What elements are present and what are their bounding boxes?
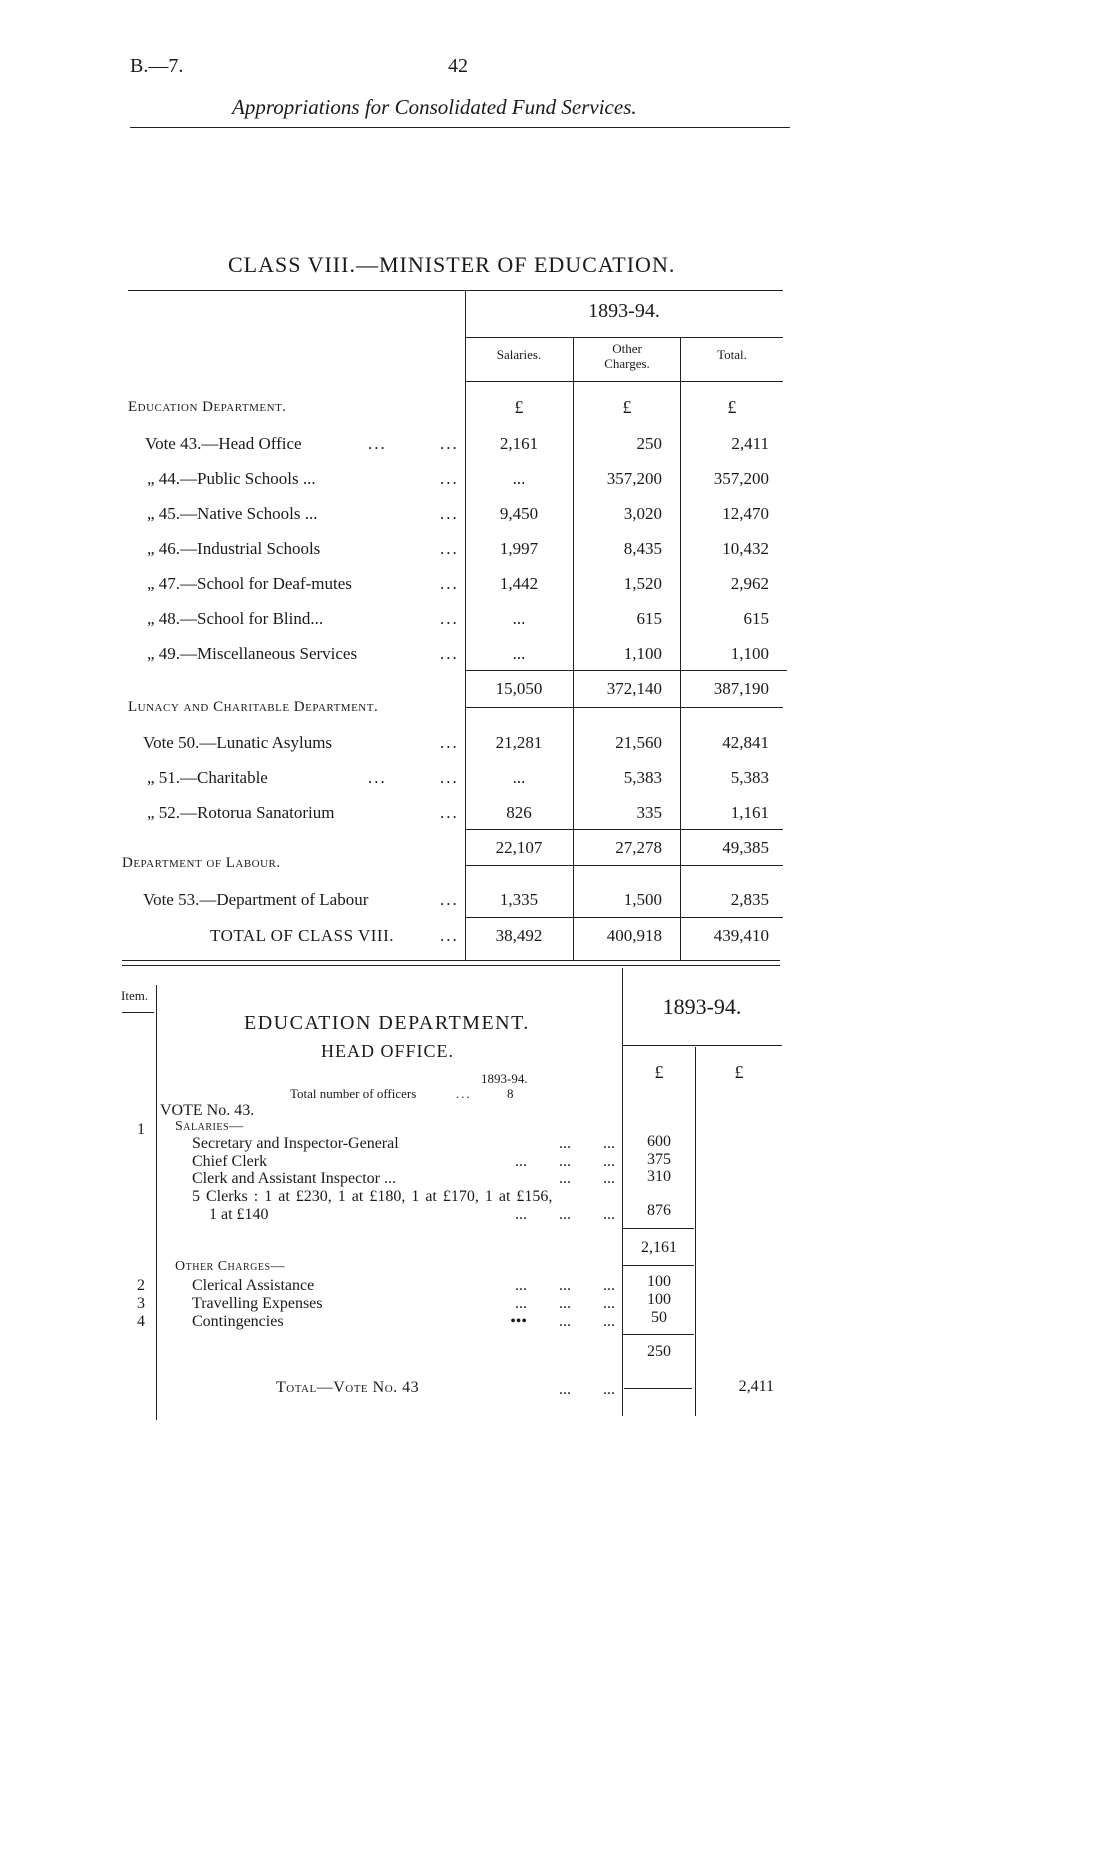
- row-leader: ...: [368, 768, 387, 787]
- row-leader: ...: [440, 539, 459, 558]
- grand-total-label: TOTAL OF CLASS VIII.: [210, 926, 395, 945]
- office-title: HEAD OFFICE.: [321, 1041, 455, 1061]
- row-leader: ...: [440, 803, 459, 822]
- row-label: „ 48.—School for Blind...: [147, 609, 324, 628]
- cell-salaries: ...: [512, 768, 526, 787]
- currency-items: £: [654, 1062, 664, 1082]
- cell-salaries: 1,442: [499, 574, 539, 593]
- salaries-subtotal-rule: [622, 1265, 694, 1266]
- cell-salaries: 9,450: [499, 504, 539, 523]
- vote-total-label: Total—Vote No. 43: [276, 1379, 420, 1396]
- currency-other: £: [622, 397, 632, 417]
- cell-other-charges: 615: [636, 609, 662, 628]
- charge-leaders: ••• ... ...: [510, 1313, 615, 1330]
- row-leader: ...: [440, 768, 459, 787]
- row-leader: ...: [440, 574, 459, 593]
- cell-other-charges: 5,383: [623, 768, 662, 787]
- summary-top-rule: [128, 290, 783, 291]
- row-leader: ...: [368, 434, 387, 453]
- department-title: EDUCATION DEPARTMENT.: [244, 1012, 530, 1034]
- column-header-other-charges: Other Charges.: [604, 341, 650, 371]
- cell-salaries: ...: [512, 644, 526, 663]
- subtotal-salaries: 15,050: [495, 679, 543, 698]
- cell-other-charges: 8,435: [623, 539, 662, 558]
- vote-number: VOTE No. 43.: [160, 1102, 255, 1119]
- subtotal-total: 49,385: [722, 838, 769, 857]
- salary-amount: 600: [647, 1133, 671, 1150]
- cell-total: 1,161: [730, 803, 769, 822]
- other-charges-subtotal: 250: [647, 1343, 671, 1360]
- vote-total-rule: [624, 1388, 692, 1389]
- subtotal-rule: [465, 670, 787, 671]
- year-header-rule: [465, 337, 783, 338]
- cell-total: 357,200: [713, 469, 769, 488]
- item-number: 3: [137, 1295, 145, 1312]
- cell-other-charges: 250: [636, 434, 662, 453]
- detail-year-rule: [622, 1045, 782, 1046]
- item-column-divider: [156, 985, 157, 1420]
- cell-salaries: 826: [506, 803, 532, 822]
- row-leader: ...: [440, 469, 459, 488]
- item-number: 4: [137, 1313, 145, 1330]
- cell-salaries: 21,281: [495, 733, 543, 752]
- cell-total: 2,411: [731, 434, 769, 453]
- charge-label: Clerical Assistance: [192, 1277, 315, 1294]
- subtotal-total: 387,190: [713, 679, 769, 698]
- cell-other-charges: 3,020: [623, 504, 662, 523]
- salary-label: Secretary and Inspector-General: [192, 1135, 399, 1152]
- section-heading-labour: Department of Labour.: [122, 855, 281, 871]
- row-label: „ 45.—Native Schools ...: [147, 504, 318, 523]
- item-column-header: Item.: [121, 988, 149, 1003]
- cell-salaries: ...: [512, 469, 526, 488]
- row-leader: ...: [440, 644, 459, 663]
- column-header-total: Total.: [717, 347, 747, 362]
- subtotal-rule: [465, 707, 783, 708]
- subtotal-other-charges: 27,278: [615, 838, 662, 857]
- clerks-description-continued: 1 at £140: [209, 1206, 269, 1223]
- salary-label: Clerk and Assistant Inspector ...: [192, 1170, 396, 1187]
- charge-amount: 50: [651, 1309, 667, 1326]
- cell-total: 10,432: [722, 539, 769, 558]
- subtotal-rule: [465, 865, 783, 866]
- row-label: „ 47.—School for Deaf-mutes: [147, 574, 352, 593]
- row-label: „ 44.—Public Schools ...: [147, 469, 316, 488]
- row-leader: ...: [440, 504, 459, 523]
- row-label: „ 52.—Rotorua Sanatorium: [147, 803, 335, 822]
- cell-total: 5,383: [730, 768, 769, 787]
- row-label: „ 51.—Charitable: [147, 768, 268, 787]
- charge-leaders: ... ... ...: [515, 1295, 615, 1312]
- summary-bottom-rule: [122, 965, 780, 966]
- page-subtitle: Appropriations for Consolidated Fund Services.: [232, 95, 637, 119]
- currency-salaries: £: [514, 397, 524, 417]
- grand-total-other-charges: 400,918: [606, 926, 662, 945]
- cell-salaries: ...: [512, 609, 526, 628]
- cell-other-charges: 1,520: [623, 574, 662, 593]
- salary-amount: 375: [647, 1151, 671, 1168]
- clerks-leaders: ... ... ...: [515, 1206, 615, 1223]
- officers-count: 8: [507, 1086, 514, 1101]
- cell-salaries: 1,335: [499, 890, 539, 909]
- salary-leaders: ... ...: [559, 1135, 615, 1152]
- section-heading-education: Education Department.: [128, 399, 287, 415]
- cell-other-charges: 21,560: [615, 733, 662, 752]
- row-label: Vote 53.—Department of Labour: [143, 890, 369, 909]
- salaries-subtotal: 2,161: [641, 1239, 677, 1256]
- subtotal-rule: [465, 829, 783, 830]
- salary-leaders: ... ...: [559, 1170, 615, 1187]
- other-subtotal-rule: [622, 1334, 694, 1335]
- officers-year: 1893-94.: [481, 1071, 528, 1086]
- item-header-rule: [122, 1012, 154, 1013]
- row-leader: ...: [440, 733, 459, 752]
- row-label: „ 46.—Industrial Schools: [147, 539, 321, 558]
- row-leader: ...: [440, 926, 459, 945]
- row-label: „ 49.—Miscellaneous Services: [147, 644, 358, 663]
- salaries-heading: Salaries—: [175, 1119, 244, 1134]
- header-rule: [130, 127, 790, 128]
- charge-amount: 100: [647, 1291, 671, 1308]
- charge-label: Contingencies: [192, 1313, 284, 1330]
- detail-year-heading: 1893-94.: [662, 994, 742, 1019]
- cell-total: 2,962: [730, 574, 769, 593]
- cell-salaries: 1,997: [499, 539, 539, 558]
- charge-amount: 100: [647, 1273, 671, 1290]
- cell-total: 2,835: [730, 890, 769, 909]
- clerks-description: 5 Clerks : 1 at £230, 1 at £180, 1 at £170, 1 at £156,: [192, 1188, 553, 1205]
- salary-leaders: ... ... ...: [515, 1153, 615, 1170]
- column-header-salaries: Salaries.: [496, 347, 542, 362]
- cell-other-charges: 1,100: [623, 644, 662, 663]
- other-charges-heading: Other Charges—: [175, 1259, 286, 1274]
- row-label: Vote 43.—Head Office: [145, 434, 302, 453]
- row-leader: ...: [440, 609, 459, 628]
- row-leader: ...: [440, 434, 459, 453]
- charge-leaders: ... ... ...: [515, 1277, 615, 1294]
- item-number: 1: [137, 1121, 145, 1138]
- vote-total-amount: 2,411: [738, 1378, 774, 1395]
- currency-totals: £: [734, 1062, 744, 1082]
- cell-total: 42,841: [722, 733, 769, 752]
- cell-salaries: 2,161: [499, 434, 539, 453]
- column-header-rule: [465, 381, 783, 382]
- summary-year-heading: 1893-94.: [588, 300, 660, 322]
- cell-total: 1,100: [730, 644, 769, 663]
- document-code: B.—7.: [130, 55, 184, 77]
- subtotal-other-charges: 372,140: [606, 679, 662, 698]
- cell-total: 615: [743, 609, 769, 628]
- subtotal-salaries: 22,107: [495, 838, 543, 857]
- cell-other-charges: 335: [636, 803, 662, 822]
- summary-bottom-rule: [122, 960, 780, 961]
- salary-amount: 310: [647, 1168, 671, 1185]
- grand-total-total: 439,410: [713, 926, 769, 945]
- total-rule: [465, 917, 783, 918]
- officers-leader: ...: [456, 1086, 472, 1101]
- cell-other-charges: 1,500: [623, 890, 662, 909]
- page-number: 42: [448, 55, 468, 77]
- cell-other-charges: 357,200: [606, 469, 662, 488]
- salary-label: Chief Clerk: [192, 1153, 268, 1170]
- grand-total-salaries: 38,492: [495, 926, 543, 945]
- row-label: Vote 50.—Lunatic Asylums: [143, 733, 333, 752]
- salaries-subtotal-rule: [622, 1228, 694, 1229]
- currency-total: £: [727, 397, 737, 417]
- row-leader: ...: [440, 890, 459, 909]
- section-heading-lunacy: Lunacy and Charitable Department.: [128, 699, 379, 715]
- item-number: 2: [137, 1277, 145, 1294]
- vote-total-leaders: ... ...: [559, 1381, 615, 1398]
- class-title: CLASS VIII.—MINISTER OF EDUCATION.: [228, 252, 676, 277]
- officers-label: Total number of officers: [290, 1086, 417, 1101]
- detail-column-divider: [695, 1047, 696, 1416]
- clerks-amount: 876: [647, 1202, 671, 1219]
- cell-total: 12,470: [722, 504, 769, 523]
- charge-label: Travelling Expenses: [192, 1295, 323, 1312]
